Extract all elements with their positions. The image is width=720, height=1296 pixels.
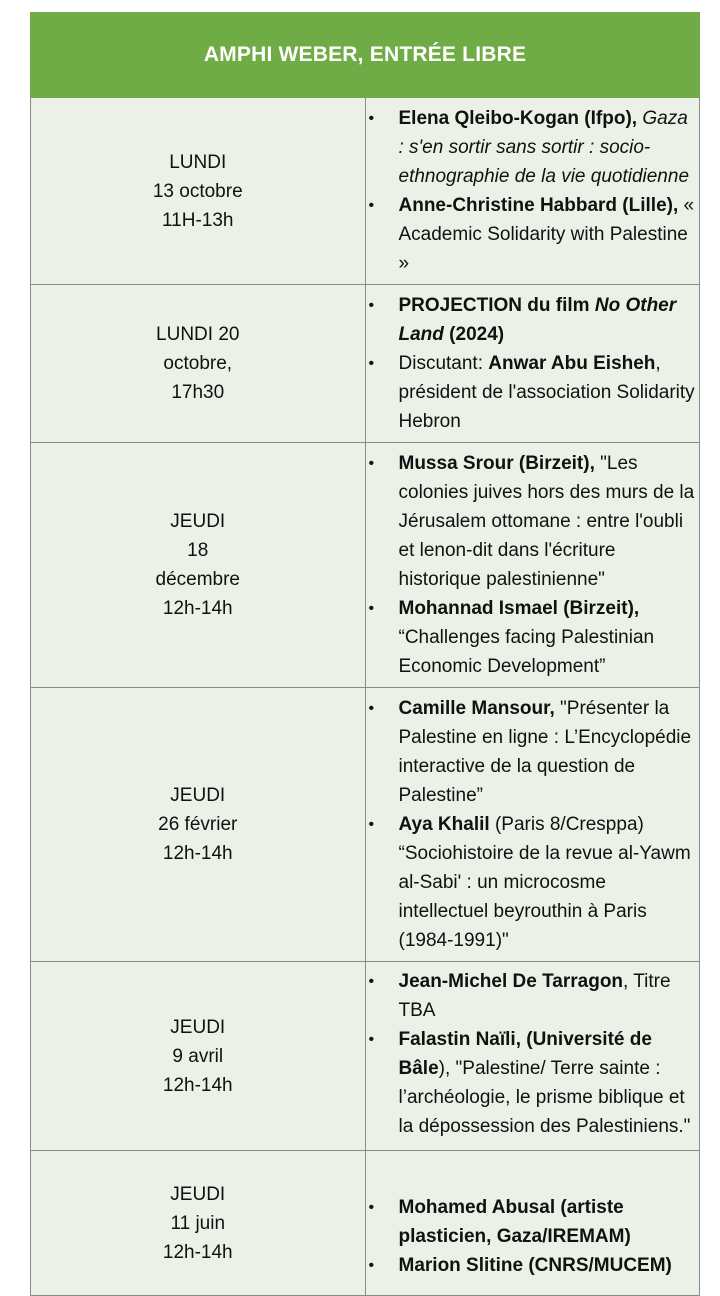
bullet-icon: • bbox=[368, 600, 375, 617]
table-row bbox=[31, 98, 700, 285]
date-line: 13 octobre bbox=[152, 180, 243, 202]
date-cell bbox=[31, 285, 366, 443]
date-line: 11 juin bbox=[170, 1212, 226, 1234]
bullet-icon: • bbox=[368, 1031, 375, 1048]
bullet-icon: • bbox=[368, 455, 375, 472]
speaker-list bbox=[366, 104, 698, 278]
bullet-icon: • bbox=[368, 355, 375, 372]
speaker-name: Marion Slitine (CNRS/MUCEM) bbox=[398, 1255, 672, 1276]
speaker-name: Jean-Michel De Tarragon bbox=[398, 971, 624, 992]
speaker-affiliation: , président de l'association Solidarity Hebron bbox=[398, 353, 695, 432]
film-title: No Other Land bbox=[398, 295, 677, 345]
date-line: 12h-14h bbox=[162, 1241, 233, 1263]
schedule-table bbox=[30, 12, 700, 1296]
date-cell bbox=[31, 443, 366, 688]
bullet-icon: • bbox=[368, 973, 375, 990]
speaker-list bbox=[366, 694, 698, 955]
talk-title: "Présenter la Palestine en ligne : L’Encyclopédie interactive de la question de Palestine” bbox=[398, 698, 692, 806]
date-line: octobre, bbox=[163, 353, 233, 374]
date-line: 9 avril bbox=[172, 1045, 224, 1067]
speaker-list bbox=[366, 449, 698, 681]
list-item bbox=[366, 449, 698, 594]
bullet-icon: • bbox=[368, 1199, 375, 1216]
list-item bbox=[366, 694, 698, 810]
speaker-name: Anwar Abu Eisheh bbox=[488, 353, 656, 374]
date-line: 12h-14h bbox=[162, 598, 233, 619]
date-line: LUNDI bbox=[169, 151, 227, 173]
list-item bbox=[366, 594, 698, 681]
list-item bbox=[366, 967, 698, 1025]
date-line: 12h-14h bbox=[162, 843, 233, 864]
date-line: JEUDI bbox=[170, 511, 226, 532]
talk-title: ), "Palestine/ Terre sainte : l’archéologie, le prisme biblique et la dépossession des Palestiniens." bbox=[398, 1058, 691, 1137]
session-cell bbox=[365, 1151, 700, 1296]
date-line: JEUDI bbox=[170, 1183, 226, 1205]
bullet-icon: • bbox=[368, 1257, 375, 1274]
bullet-icon: • bbox=[368, 816, 375, 833]
speaker-name: Elena Qleibo-Kogan (Ifpo), bbox=[398, 108, 638, 129]
date-line: 18 bbox=[187, 540, 209, 561]
list-item bbox=[366, 1251, 698, 1280]
session-cell bbox=[365, 98, 700, 285]
header-row bbox=[31, 13, 700, 98]
date-cell bbox=[31, 1151, 366, 1296]
table-row bbox=[31, 443, 700, 688]
list-item bbox=[366, 104, 698, 191]
date-cell bbox=[31, 962, 366, 1151]
date-line: 17h30 bbox=[171, 382, 225, 403]
speaker-name: Falastin Naïli, (Université de Bâle bbox=[398, 1029, 652, 1079]
speaker-list bbox=[366, 967, 698, 1141]
session-cell bbox=[365, 688, 700, 962]
date-line: LUNDI 20 bbox=[156, 324, 240, 345]
date-cell bbox=[31, 688, 366, 962]
talk-title: (Paris 8/Cresppa) “Sociohistoire de la revue al-Yawm al-Sabi' : un microcosme intellectuel beyrouthin à Paris (1984-1991)" bbox=[398, 814, 691, 951]
speaker-list bbox=[366, 291, 698, 436]
talk-title: , Titre TBA bbox=[398, 971, 671, 1021]
speaker-name: Anne-Christine Habbard (Lille), bbox=[398, 195, 679, 216]
speaker-name: Camille Mansour, bbox=[398, 698, 555, 719]
table-row bbox=[31, 1151, 700, 1296]
date-line: décembre bbox=[155, 569, 240, 590]
list-item bbox=[366, 291, 698, 349]
table-row bbox=[31, 688, 700, 962]
date-line: JEUDI bbox=[170, 1016, 226, 1038]
session-cell bbox=[365, 285, 700, 443]
date-line: 12h-14h bbox=[162, 1074, 233, 1096]
date-line: JEUDI bbox=[170, 785, 226, 806]
list-item bbox=[366, 1193, 698, 1251]
bullet-icon: • bbox=[368, 297, 375, 314]
list-item bbox=[366, 1025, 698, 1141]
speaker-name: Mohannad Ismael (Birzeit), bbox=[398, 598, 640, 619]
talk-title: « Academic Solidarity with Palestine » bbox=[398, 195, 695, 274]
speaker-name: Aya Khalil bbox=[398, 814, 490, 835]
session-cell bbox=[365, 962, 700, 1151]
date-line: 11H-13h bbox=[162, 209, 234, 231]
table-row bbox=[31, 962, 700, 1151]
table-title: AMPHI WEBER, ENTRÉE LIBRE bbox=[31, 13, 700, 98]
list-item bbox=[366, 191, 698, 278]
bullet-icon: • bbox=[368, 197, 375, 214]
bullet-icon: • bbox=[368, 700, 375, 717]
table-row bbox=[31, 285, 700, 443]
list-item bbox=[366, 349, 698, 436]
talk-title: "Les colonies juives hors des murs de la Jérusalem ottomane : entre l'oubli et lenon-dit dans l'écriture historique palestinienne" bbox=[398, 453, 695, 590]
talk-title: “Challenges facing Palestinian Economic Development” bbox=[398, 627, 655, 677]
session-cell bbox=[365, 443, 700, 688]
speaker-name: Mussa Srour (Birzeit), bbox=[398, 453, 595, 474]
projection-label: PROJECTION du film bbox=[398, 295, 595, 316]
speaker-name: Mohamed Abusal (artiste plasticien, Gaza/IREMAM) bbox=[398, 1197, 631, 1247]
date-cell bbox=[31, 98, 366, 285]
list-item bbox=[366, 810, 698, 955]
date-line: 26 février bbox=[158, 814, 238, 835]
talk-title: Gaza : s'en sortir sans sortir : socio-ethnographie de la vie quotidienne bbox=[398, 108, 690, 187]
bullet-icon: • bbox=[368, 110, 375, 127]
discussant-label: Discutant: bbox=[398, 353, 489, 374]
speaker-list bbox=[366, 1193, 698, 1280]
film-year: (2024) bbox=[443, 324, 505, 345]
